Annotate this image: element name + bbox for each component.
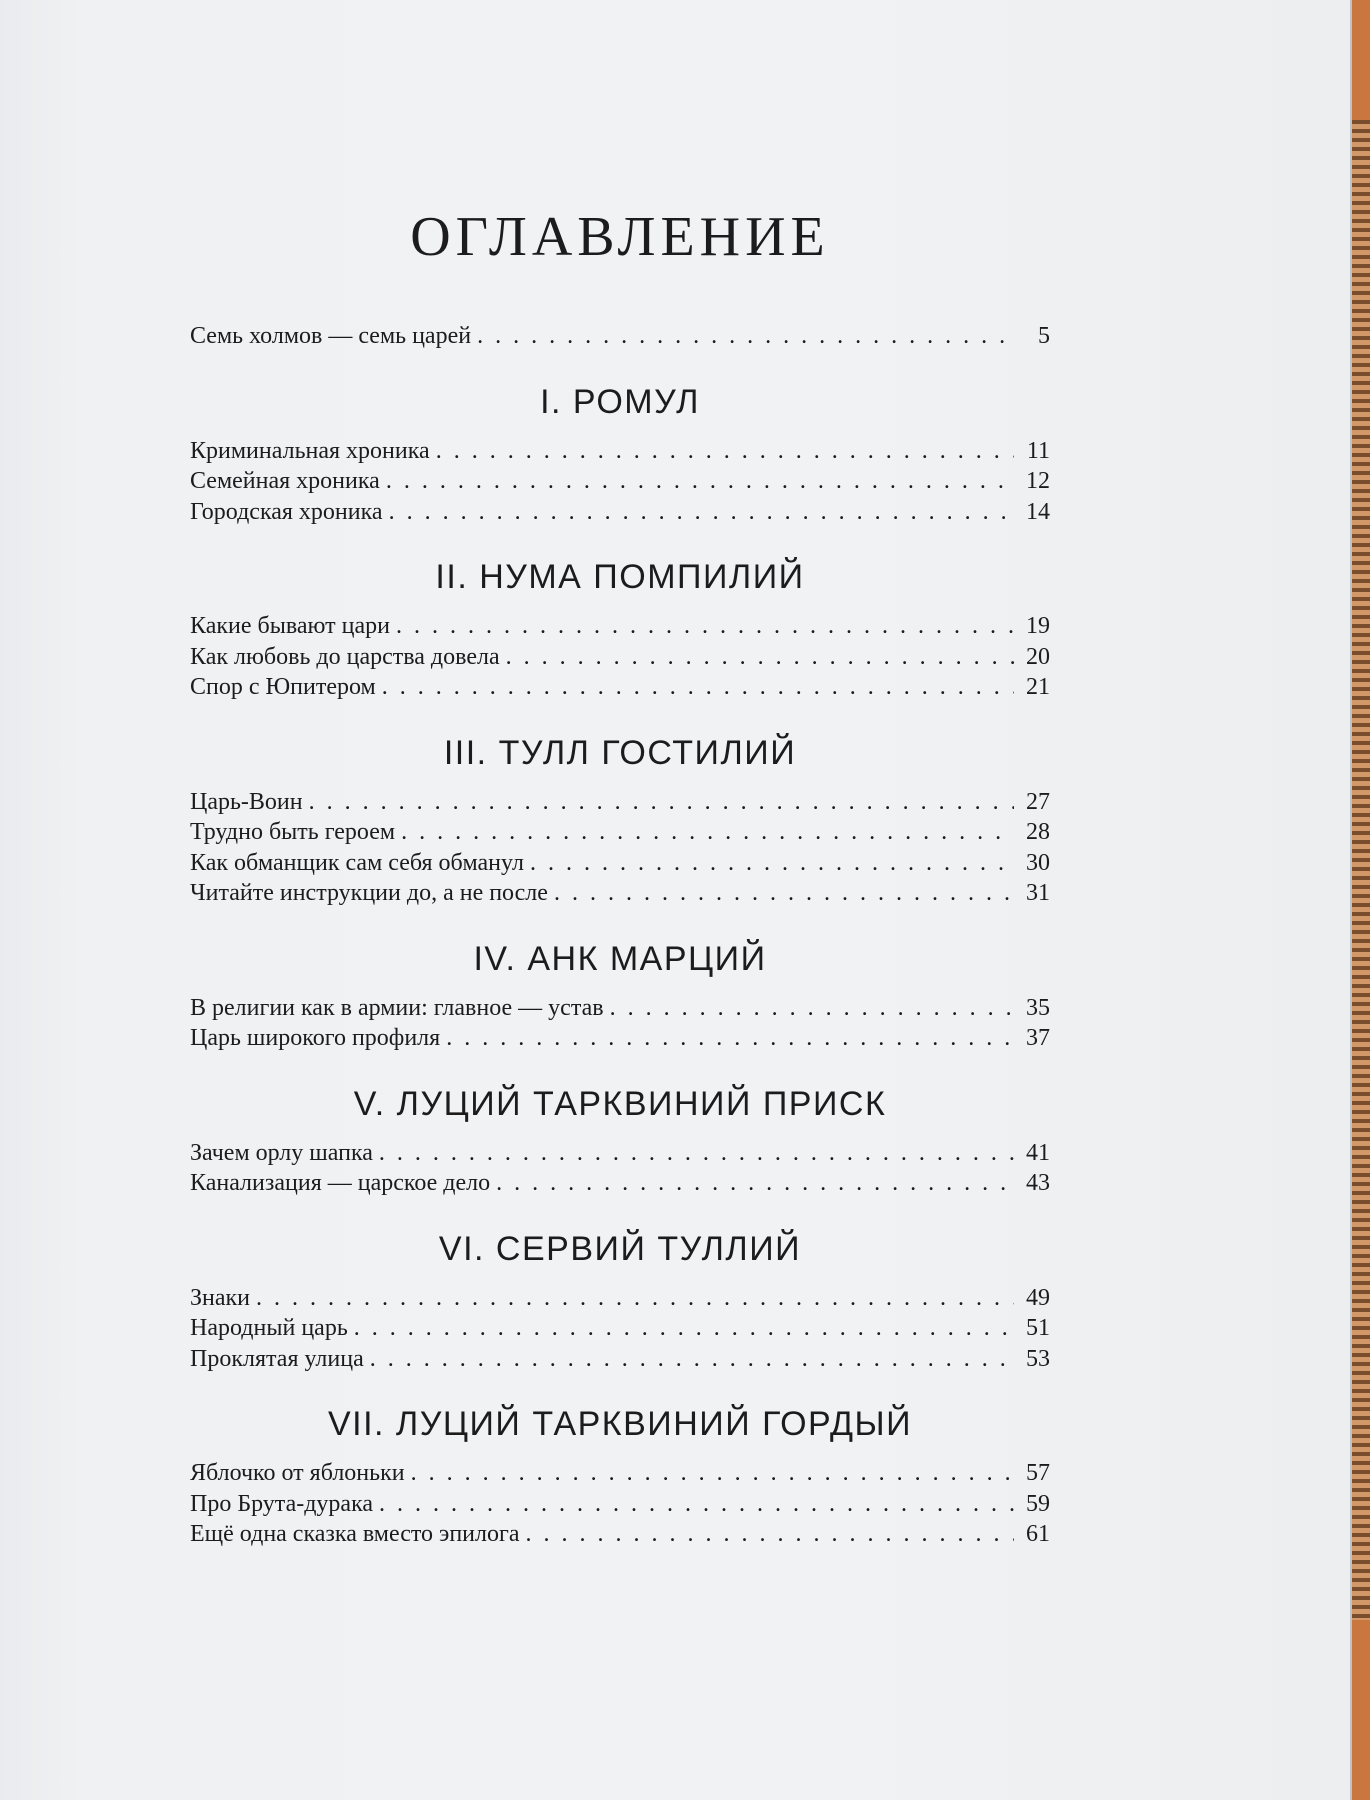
dot-leader [386,466,1014,497]
chapter-heading-6: VI. СЕРВИЙ ТУЛЛИЙ [438,1229,802,1268]
chapter-heading-4: IV. АНК МАРЦИЙ [473,939,767,978]
dot-leader [370,1344,1014,1375]
toc-entry[interactable] [190,787,1050,818]
entry-page: 14 [1026,498,1050,525]
table-of-contents [190,205,1050,1550]
entry-label: Криминальная хроника [190,437,430,464]
entry-label: Как любовь до царства довела [190,643,500,670]
toc-entry[interactable] [190,1168,1050,1199]
toc-entry[interactable] [190,878,1050,909]
dot-leader [525,1519,1014,1550]
toc-entry[interactable] [190,1313,1050,1344]
entry-label: Читайте инструкции до, а не после [190,880,548,906]
dot-leader [446,1023,1014,1054]
entry-label: Как обманщик сам себя обманул [190,849,524,876]
toc-entry[interactable] [190,1519,1050,1550]
dot-leader [411,1458,1014,1489]
toc-entry[interactable] [190,848,1050,879]
dot-leader [379,1489,1014,1520]
entry-label: Знаки [190,1284,251,1311]
entry-page: 11 [1026,437,1050,464]
toc-entry[interactable] [190,1458,1050,1489]
entry-label: Семь холмов — семь царей [190,323,472,349]
entry-page: 43 [1026,1170,1050,1196]
dot-leader [379,1138,1014,1169]
entry-page: 57 [1026,1460,1050,1486]
entry-label: Спор с Юпитером [190,674,376,700]
entry-label: Семейная хроника [190,468,380,494]
chapter-heading-3: III. ТУЛЛ ГОСТИЛИЙ [443,733,797,772]
entry-label: Зачем орлу шапка [190,1139,373,1166]
entry-label: Про Брута-дурака [190,1490,374,1517]
dot-leader [354,1313,1014,1344]
entry-page: 20 [1026,643,1050,670]
entry-page: 19 [1026,613,1050,639]
toc-entry-intro[interactable] [190,321,1050,352]
dot-leader [389,497,1014,528]
dot-leader [256,1283,1014,1314]
toc-entry[interactable] [190,817,1050,848]
dot-leader [401,817,1014,848]
chapter-heading-5: V. ЛУЦИЙ ТАРКВИНИЙ ПРИСК [353,1084,887,1123]
dot-leader [554,878,1014,909]
dot-leader [496,1168,1014,1199]
dot-leader [396,611,1014,642]
entry-page: 12 [1026,468,1050,494]
toc-entry[interactable] [190,466,1050,497]
next-page-edge [1352,120,1370,1620]
entry-label: Какие бывают цари [190,613,390,639]
entry-label: Народный царь [190,1315,348,1341]
entry-label: Ещё одна сказка вместо эпилога [190,1521,520,1547]
entry-label: Яблочко от яблоньки [190,1460,405,1486]
toc-entry[interactable] [190,672,1050,703]
entry-page: 30 [1026,849,1050,876]
toc-entry[interactable] [190,1138,1050,1169]
entry-label: Канализация — царское дело [190,1170,491,1196]
chapter-heading-7: VII. ЛУЦИЙ ТАРКВИНИЙ ГОРДЫЙ [327,1405,913,1443]
entry-page: 28 [1026,819,1050,845]
dot-leader [610,993,1014,1024]
entry-page: 21 [1026,674,1050,700]
toc-entry[interactable] [190,642,1050,673]
dot-leader [382,672,1014,703]
toc-entry[interactable] [190,436,1050,467]
dot-leader [309,787,1014,818]
entry-page: 53 [1026,1345,1050,1372]
toc-entry[interactable] [190,1489,1050,1520]
entry-page: 61 [1026,1521,1050,1547]
entry-page: 5 [1038,323,1050,349]
chapter-heading-2: II. НУМА ПОМПИЛИЙ [435,558,805,596]
dot-leader [477,321,1014,352]
dot-leader [436,436,1014,467]
toc-entry[interactable] [190,611,1050,642]
entry-label: Царь-Воин [190,788,303,815]
entry-label: Трудно быть героем [190,819,396,845]
entry-page: 41 [1026,1139,1050,1166]
toc-title: ОГЛАВЛЕНИЕ [410,206,830,268]
toc-entry[interactable] [190,1283,1050,1314]
toc-entry[interactable] [190,1344,1050,1375]
entry-label: Проклятая улица [190,1345,364,1372]
entry-page: 27 [1026,788,1050,815]
toc-entry[interactable] [190,497,1050,528]
entry-label: В религии как в армии: главное — устав [190,994,604,1021]
entry-page: 31 [1026,880,1050,906]
toc-entry[interactable] [190,1023,1050,1054]
dot-leader [506,642,1014,673]
toc-entry[interactable] [190,993,1050,1024]
entry-page: 51 [1026,1315,1050,1341]
entry-label: Городская хроника [190,498,383,525]
entry-page: 49 [1026,1284,1050,1311]
chapter-heading-1: I. РОМУЛ [540,382,700,421]
entry-page: 35 [1026,994,1050,1021]
entry-page: 59 [1026,1490,1050,1517]
dot-leader [530,848,1014,879]
entry-label: Царь широкого профиля [190,1025,441,1051]
entry-page: 37 [1026,1025,1050,1051]
